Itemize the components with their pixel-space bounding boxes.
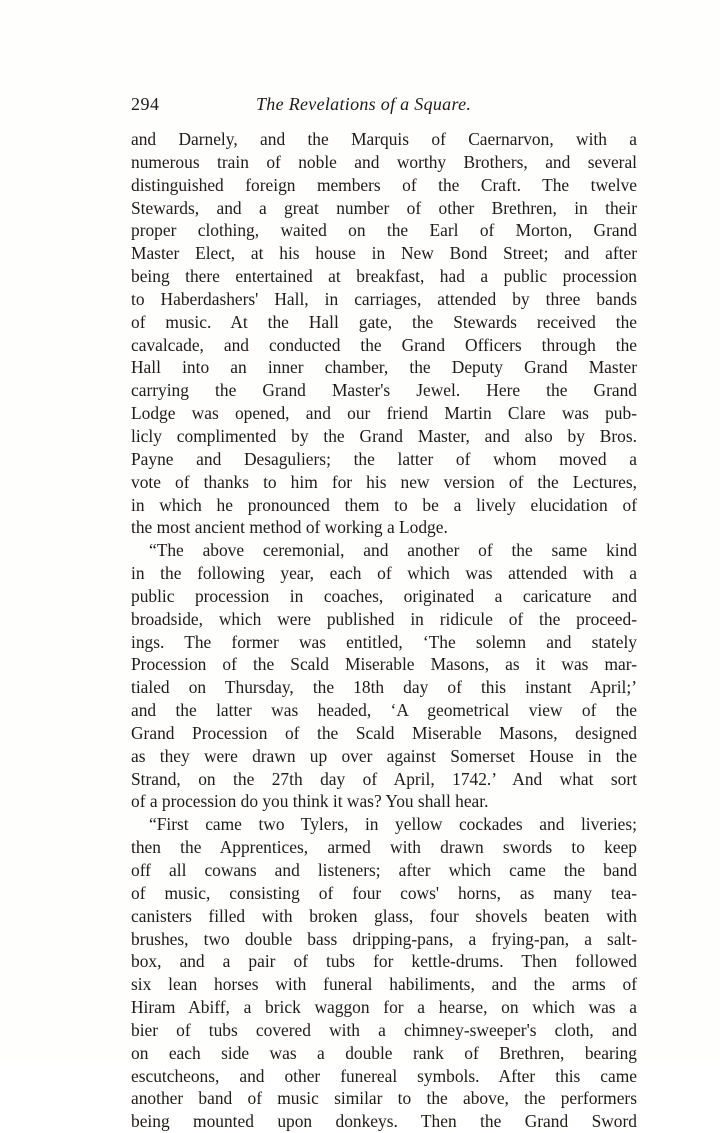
text-line: Hall into an inner chamber, the Deputy Grand Master: [131, 357, 637, 378]
text-line: “First came two Tylers, in yellow cockades and liveries;: [149, 814, 637, 835]
text-line: distinguished foreign members of the Craft. The twelve: [131, 174, 637, 195]
text-line: on each side was a double rank of Brethren, bearing: [131, 1042, 637, 1063]
text-line: being mounted upon donkeys. Then the Grand Sword: [131, 1111, 637, 1132]
text-line: off all cowans and listeners; after which came the band: [131, 860, 637, 880]
text-line: licly complimented by the Grand Master, and also by Bros.: [131, 425, 637, 446]
text-line: then the Apprentices, armed with drawn swords to keep: [131, 837, 637, 858]
text-line: escutcheons, and other funereal symbols. After this came: [131, 1065, 637, 1086]
text-line: and the latter was headed, ‘A geometrical view of the: [131, 700, 637, 721]
text-line: Hiram Abiff, a brick waggon for a hearse, on which was a: [131, 997, 637, 1018]
page-header: [131, 94, 637, 120]
text-line: in which he pronounced them to be a lively elucidation of: [131, 494, 637, 515]
text-line: Lodge was opened, and our friend Martin Clare was pub-: [131, 403, 637, 424]
text-line: public procession in coaches, originated a caricature and: [131, 585, 637, 606]
text-line: another band of music similar to the above, the performers: [131, 1088, 637, 1109]
text-line: broadside, which were published in ridicule of the proceed-: [131, 608, 637, 629]
text-line: “The above ceremonial, and another of the same kind: [149, 540, 637, 561]
text-line: Payne and Desaguliers; the latter of whom moved a: [131, 448, 637, 469]
text-line: canisters filled with broken glass, four shovels beaten with: [131, 905, 637, 926]
text-line: brushes, two double bass dripping-pans, a frying-pan, a salt-: [131, 928, 637, 949]
text-line: cavalcade, and conducted the Grand Officers through the: [131, 334, 637, 355]
text-line: carrying the Grand Master's Jewel. Here the Grand: [131, 380, 637, 401]
text-line: Master Elect, at his house in New Bond Street; and after: [131, 243, 637, 264]
text-line: bier of tubs covered with a chimney-sweeper's cloth, and: [131, 1019, 637, 1040]
text-line: numerous train of noble and worthy Brothers, and several: [131, 151, 637, 172]
text-line: tialed on Thursday, the 18th day of this instant April;’: [131, 677, 637, 698]
text-line: vote of thanks to him for his new version of the Lectures,: [131, 471, 637, 492]
text-line: in the following year, each of which was attended with a: [131, 563, 637, 584]
text-line: proper clothing, waited on the Earl of Morton, Grand: [131, 220, 637, 241]
text-line: of music, consisting of four cows' horns, as many tea-: [131, 882, 637, 903]
text-line: box, and a pair of tubs for kettle-drums. Then followed: [131, 951, 637, 972]
text-line: and Darnely, and the Marquis of Caernarvon, with a: [131, 129, 637, 149]
text-line: ings. The former was entitled, ‘The solemn and stately: [131, 631, 637, 652]
page-number: 294: [131, 94, 160, 114]
body-text: [131, 128, 637, 1133]
text-line: to Haberdashers' Hall, in carriages, attended by three bands: [131, 288, 637, 309]
text-line: of music. At the Hall gate, the Stewards received the: [131, 311, 637, 332]
text-line: Stewards, and a great number of other Brethren, in their: [131, 197, 637, 218]
text-line: of a procession do you think it was? You shall hear.: [131, 791, 489, 812]
text-line: the most ancient method of working a Lodge.: [131, 517, 448, 538]
text-line: being there entertained at breakfast, had a public procession: [131, 266, 637, 287]
text-line: Strand, on the 27th day of April, 1742.’ And what sort: [131, 768, 637, 789]
running-title: The Revelations of a Square.: [256, 94, 472, 114]
text-line: Grand Procession of the Scald Miserable Masons, designed: [131, 722, 637, 743]
text-line: as they were drawn up over against Somerset House in the: [131, 745, 637, 766]
text-line: Procession of the Scald Miserable Masons, as it was mar-: [131, 654, 637, 675]
text-line: six lean horses with funeral habiliments, and the arms of: [131, 974, 637, 995]
